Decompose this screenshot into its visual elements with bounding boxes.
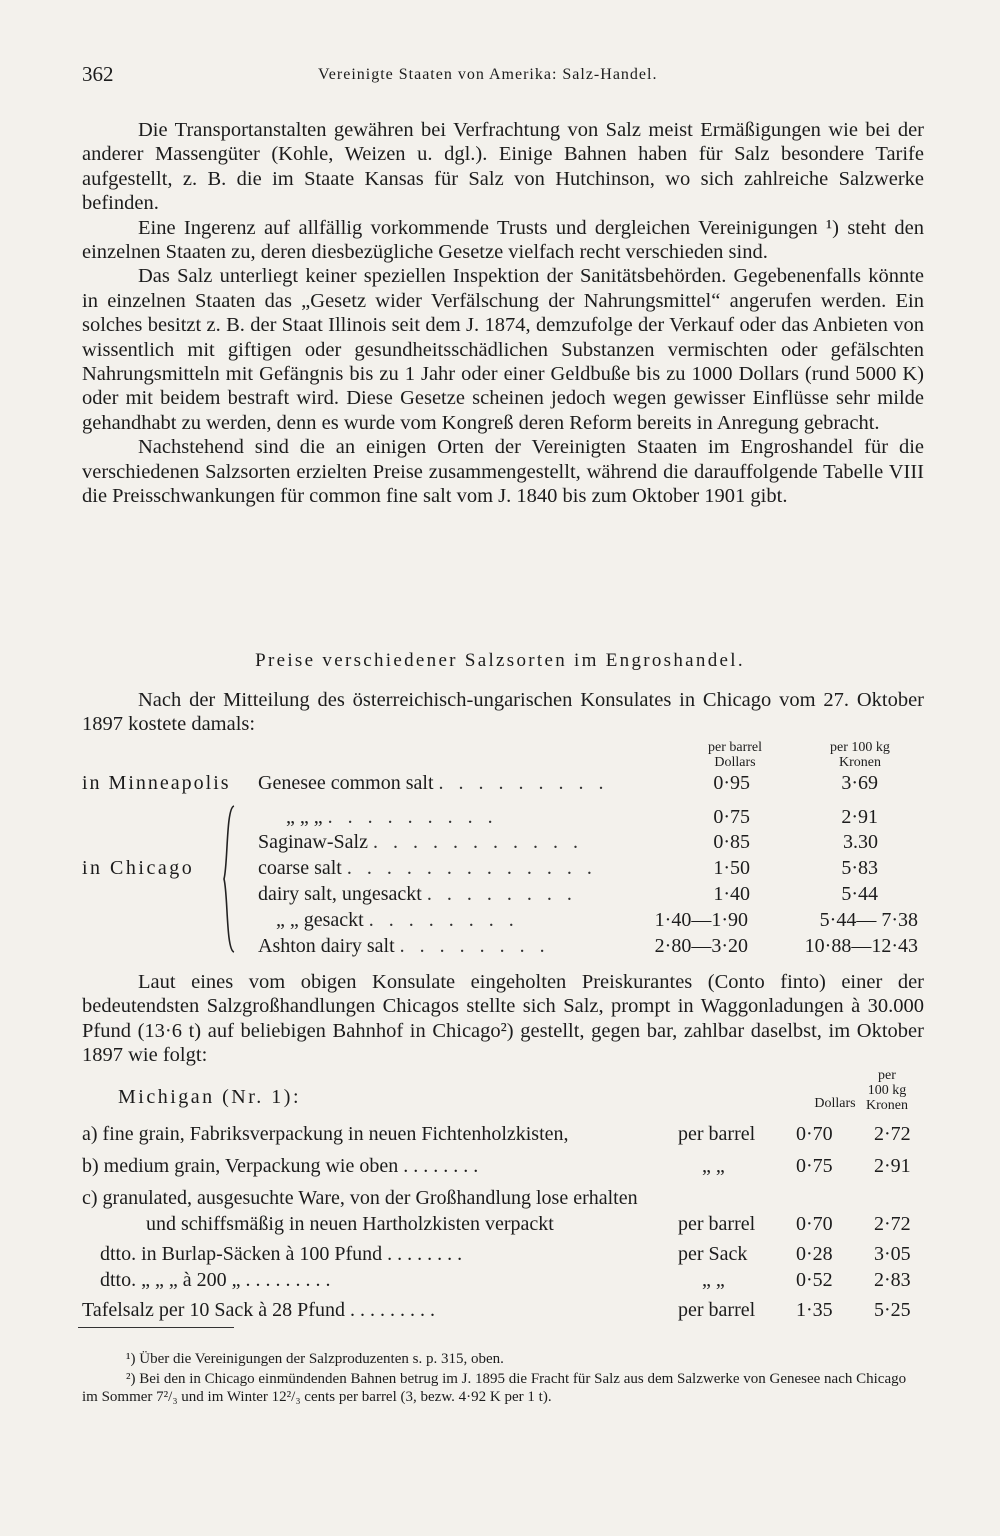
price-kronen: 2·91 [874,1155,911,1177]
salt-name-text: coarse salt [258,857,342,879]
footnote: ²) Bei den in Chicago einmündenden Bahnen betrug im J. 1895 die Fracht für Salz aus dem Salzwerke von Genesee nach Chicago im Sommer 7²/₃ und im Winter 12²/₃ cents per barrel (3, bezw. 4·92 K per 1 t). [82,1371,907,1405]
price-dollars: 0·75 [796,1155,833,1177]
table-row [82,1296,942,1324]
col-head-line: per barrel [707,740,763,755]
price-kronen: 5·44— 7·38 [819,909,918,931]
price-dollars: 0·85 [713,831,750,853]
table2-col-kronen-head [852,1068,922,1113]
price-dollars: 0·75 [713,806,750,828]
salt-name: „ „ gesackt . . . . . . . . [258,907,668,933]
col-head-line: Dollars [814,1096,856,1111]
body-text-upper [82,118,924,509]
salt-name-text: dairy salt, ungesackt [258,883,422,905]
price-kronen: 5·44 [841,883,878,905]
row-unit: „ „ [702,1155,725,1177]
price-kronen: 2·72 [874,1123,911,1145]
col-head-line: 100 kg [867,1083,907,1098]
salt-name: coarse salt . . . . . . . . . . . . . [258,857,597,879]
price-kronen: 2·91 [841,806,878,828]
price-dollars: 0·70 [796,1123,833,1145]
row-label: Tafelsalz per 10 Sack à 28 Pfund . . . . . . . . . [82,1299,435,1321]
page-header [82,62,932,90]
row-label: a) fine grain, Fabriksverpackung in neuen Fichtenholzkisten, [82,1123,569,1145]
price-dollars: 1·40 [713,883,750,905]
price-dollars: 0·52 [796,1269,833,1291]
price-kronen: 10·88—12·43 [804,935,918,957]
running-title: Vereinigte Staaten von Amerika: Salz-Handel. [318,66,658,83]
row-unit: „ „ [702,1269,725,1291]
col-head-line: per [878,1068,896,1083]
row-label: dtto. in Burlap-Säcken à 100 Pfund . . . . . . . . [100,1243,463,1265]
row-unit: per barrel [678,1213,756,1235]
price-dollars: 1·50 [713,857,750,879]
price-dollars: 1·35 [796,1299,833,1321]
footnote-rule [78,1327,234,1328]
salt-name: Saginaw-Salz . . . . . . . . . . . [258,831,583,853]
table-row [0,907,1000,933]
salt-name: „ „ „ . . . . . . . . . [258,804,698,830]
col-head-line: Dollars [714,755,756,770]
price-kronen: 2·83 [874,1269,911,1291]
row-unit: per barrel [678,1123,756,1145]
col-head-line: Kronen [839,755,881,770]
table-row [0,829,1000,855]
table1-col-dollars-head [680,740,790,770]
table2-title-text: Michigan (Nr. 1): [118,1086,302,1108]
table-row [82,1240,942,1268]
table-row [82,1210,942,1238]
table2-title [118,1084,418,1110]
row-unit: per barrel [678,1299,756,1321]
table-row [82,1266,942,1294]
table1-col-kronen-head [800,740,920,770]
salt-name-text: Saginaw-Salz [258,831,368,853]
price-dollars: 0·95 [713,772,750,794]
paragraph: Eine Ingerenz auf allfällig vorkommende Trusts und dergleichen Vereinigungen ¹) steht den einzelnen Staaten zu, deren diesbezügliche Gesetze vielfach recht verschieden sind. [82,216,924,264]
salt-name-text: „ „ „ [286,806,323,828]
price-dollars: 1·40—1·90 [654,909,748,931]
row-label: dtto. „ „ „ à 200 „ . . . . . . . . . [100,1269,331,1291]
table-row [82,1152,942,1180]
paragraph: Die Transportanstalten gewähren bei Verfrachtung von Salz meist Ermäßigungen wie bei der anderer Massengüter (Kohle, Weizen u. dgl.). Einige Bahnen haben für Salz besondere Tarife aufgestellt, z. B. die im Staate Kansas für Salz von Hutchinson, wo sich zahlreiche Salzwerke befinden. [82,119,924,215]
table-row [0,933,1000,959]
table-row [0,804,1000,830]
salt-name-text: „ „ gesackt [276,909,364,931]
footnote: ¹) Über die Vereinigungen der Salzproduzenten s. p. 315, oben. [126,1351,504,1367]
price-kronen: 3.30 [843,831,878,853]
intro-paragraph: Nach der Mitteilung des österreichisch-ungarischen Konsulates in Chicago vom 27. Oktober 1897 kostete damals: [82,689,924,736]
price-kronen: 5·25 [874,1299,911,1321]
city-label: in Minneapolis [82,772,231,794]
col-head-line: Kronen [866,1098,908,1113]
intro-text [82,688,924,737]
paragraph: Nachstehend sind die an einigen Orten der Vereinigten Staaten im Engroshandel für die verschiedenen Salzsorten erzielten Preise zusammengestellt, während die darauffolgende Tabelle VIII die Preisschwankungen für common fine salt vom J. 1840 bis zum Oktober 1901 gibt. [82,436,924,508]
row-label: b) medium grain, Verpackung wie oben . . . . . . . . [82,1155,479,1177]
price-dollars: 0·28 [796,1243,833,1265]
salt-name-text: Genesee common salt [258,772,434,794]
price-kronen: 2·72 [874,1213,911,1235]
price-dollars: 2·80—3·20 [654,935,748,957]
table-row [0,855,1000,881]
paragraph: Das Salz unterliegt keiner speziellen Inspektion der Sanitätsbehörden. Gegebenenfalls könnte in einzelnen Staaten das „Gesetz wider Verfälschung der Nahrungsmittel“ angerufen werden. Ein solches besitzt z. B. der Staat Illinois seit dem J. 1874, demzufolge der Verkauf oder das Anbieten von wissentlich mit giftigen oder gesundheitsschädlichen Substanzen vermischten oder gefälschten Nahrungsmitteln mit Gefängnis bis zu 1 Jahr oder einer Geldbuße bis zu 1000 Dollars (rund 5000 K) oder mit beidem bestraft wird. Diese Gesetze scheinen jedoch wegen gewisser Einflüsse sehr milde gehandhabt zu werden, denn es wurde vom Kongreß deren Reform bereits in Anregung gebracht. [82,265,924,434]
table-row [82,1120,942,1148]
row-label: c) granulated, ausgesuchte Ware, von der Großhandlung lose erhalten [82,1187,638,1209]
row-unit: per Sack [678,1243,748,1265]
table-row [0,881,1000,907]
salt-name: Genesee common salt . . . . . . . . . [258,772,609,794]
section-heading: Preise verschiedener Salzsorten im Engroshandel. [255,650,745,671]
salt-name: dairy salt, ungesackt . . . . . . . . [258,883,577,905]
salt-name-text: Ashton dairy salt [258,935,395,957]
paragraph: Laut eines vom obigen Konsulate eingeholten Preiskurantes (Conto finto) einer der bedeutendsten Salzgroßhandlungen Chicagos stellte sich Salz, prompt in Waggonladungen à 30.000 Pfund (13·6 t) auf beliebigen Bahnhof in Chicago²) gestellt, gegen bar, zahlbar daselbst, im Oktober 1897 wie folgt: [82,971,924,1067]
page-number: 362 [82,62,114,86]
table-row [82,1184,942,1212]
body-text-after-table [82,970,924,1068]
col-head-line: per 100 kg [830,740,890,755]
price-kronen: 3·69 [841,772,878,794]
price-kronen: 3·05 [874,1243,911,1265]
row-label: und schiffsmäßig in neuen Hartholzkisten verpackt [146,1213,554,1235]
city-label: in Chicago [82,857,195,879]
price-kronen: 5·83 [841,857,878,879]
price-dollars: 0·70 [796,1213,833,1235]
table-row [0,770,1000,796]
salt-name: Ashton dairy salt . . . . . . . . [258,935,550,957]
